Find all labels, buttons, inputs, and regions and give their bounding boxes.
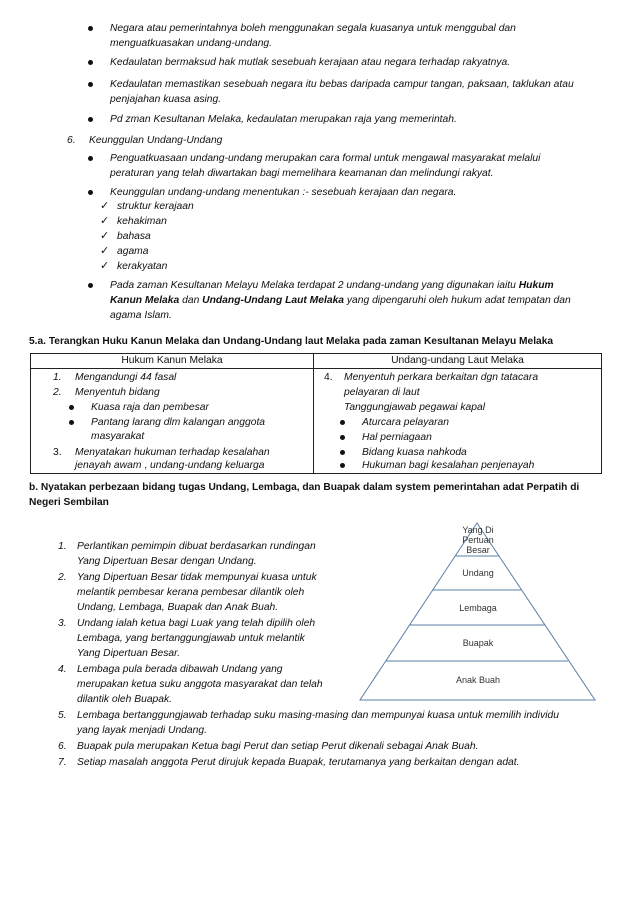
q5b-item5-l2: yang layak menjadi Undang. xyxy=(77,725,207,736)
q5b-item4-l2: merupakan ketua suku anggota masyarakat dan telah xyxy=(77,679,323,690)
col2-bullet-hukuman: Hukuman bagi kesalahan penjenayah xyxy=(362,460,535,471)
pyramid-level-lembaga: Lembaga xyxy=(459,603,497,613)
col2-item4-l2: pelayaran di laut xyxy=(344,387,420,398)
col2-bullet-perniagaan: Hal perniagaan xyxy=(362,432,432,443)
bullet-negara-l1: Negara atau pemerintahnya boleh menggunakan segala kuasanya untuk menggubal dan xyxy=(110,23,516,34)
col2-item4-l1: Menyentuh perkara berkaitan dgn tatacara xyxy=(344,372,539,383)
col1-cell xyxy=(31,369,314,474)
pyramid-level-buapak: Buapak xyxy=(462,638,494,648)
item-number: 7. xyxy=(58,757,67,768)
q5b-item1-l1: Perlantikan pemimpin dibuat berdasarkan rundingan xyxy=(77,541,316,552)
col2-item4-l3: Tanggungjawab pegawai kapal xyxy=(344,402,486,413)
col2-bullet-nahkoda: Bidang kuasa nahkoda xyxy=(362,447,467,458)
item-number: 5. xyxy=(58,710,67,721)
q5b-item3-l3: Yang Dipertuan Besar. xyxy=(77,648,181,659)
col1-item3-l2: jenayah awam , undang-undang keluarga xyxy=(75,460,265,471)
check-item-kehakiman: kehakiman xyxy=(117,216,167,227)
item-number: 3. xyxy=(58,618,67,629)
bullet-kesultanan-melaka: Pd zman Kesultanan Melaka, kedaulatan merupakan raja yang memerintah. xyxy=(110,114,457,125)
num-3: 3. xyxy=(53,447,62,458)
num-4: 4. xyxy=(324,372,333,383)
check-icon: ✓ xyxy=(100,260,110,272)
item-number: 6. xyxy=(58,741,67,752)
num-2: 2. xyxy=(53,387,62,398)
item-number: 4. xyxy=(58,664,67,675)
q5b-heading-l2: Negeri Sembilan xyxy=(29,497,109,508)
bullet-negara-l2: menguatkuasakan undang-undang. xyxy=(110,38,273,49)
q5b-item7: Setiap masalah anggota Perut dirujuk kepada Buapak, terutamanya yang berkaitan dengan adat. xyxy=(77,757,520,768)
bullet-kedaulatan-bebas-l1: Kedaulatan memastikan sesebuah negara itu bebas daripada campur tangan, paksaan, taklukan atau xyxy=(110,79,574,90)
section6-bullet3-l1: Pada zaman Kesultanan Melayu Melaka terdapat 2 undang-undang yang digunakan iaitu Hukum xyxy=(110,280,554,291)
check-icon: ✓ xyxy=(100,230,110,242)
col2-cell xyxy=(314,369,602,474)
hukum-kanun-table xyxy=(30,353,602,474)
q5b-item2-l3: Undang, Lembaga, Buapak dan Anak Buah. xyxy=(77,602,279,613)
pyramid-top-l2: Pertuan xyxy=(462,535,494,545)
check-item-bahasa: bahasa xyxy=(117,231,151,242)
q5b-item6: Buapak pula merupakan Ketua bagi Perut dan setiap Perut dikenali sebagai Anak Buah. xyxy=(77,741,479,752)
bullet-kedaulatan-bebas-l2: penjajahan kuasa asing. xyxy=(110,94,222,105)
col1-bullet-kuasa-raja: Kuasa raja dan pembesar xyxy=(91,402,209,413)
check-item-agama: agama xyxy=(117,246,149,257)
check-item-kerakyatan: kerakyatan xyxy=(117,261,168,272)
q5b-item3-l2: Lembaga, yang bertanggungjawab untuk melantik xyxy=(77,633,305,644)
section6-bullet1-l2: peraturan yang telah diwartakan bagi memelihara keamanan dan melindungi rakyat. xyxy=(110,168,494,179)
adat-perpatih-pyramid xyxy=(355,520,600,710)
q5b-item4-l3: dilantik oleh Buapak. xyxy=(77,694,173,705)
num-1: 1. xyxy=(53,372,62,383)
pyramid-level-anak-buah: Anak Buah xyxy=(455,675,501,685)
q5b-item4-l1: Lembaga pula berada dibawah Undang yang xyxy=(77,664,283,675)
col2-header: Undang-undang Laut Melaka xyxy=(314,354,602,369)
section6-number: 6. xyxy=(67,135,76,146)
q5b-item2-l1: Yang Dipertuan Besar tidak mempunyai kuasa untuk xyxy=(77,572,317,583)
check-icon: ✓ xyxy=(100,200,110,212)
section6-bullet1-l1: Penguatkuasaan undang-undang merupakan cara formal untuk mengawal masyarakat melalui xyxy=(110,153,541,164)
col2-bullet-aturcara: Aturcara pelayaran xyxy=(362,417,450,428)
item-number: 1. xyxy=(58,541,67,552)
check-icon: ✓ xyxy=(100,215,110,227)
section6-bullet2: Keunggulan undang-undang menentukan :- sesebuah kerajaan dan negara. xyxy=(110,187,457,198)
pyramid-top-l3: Besar xyxy=(466,545,490,555)
pyramid-level-undang: Undang xyxy=(462,568,494,578)
q5b-item3-l1: Undang ialah ketua bagi Luak yang telah dipilih oleh xyxy=(77,618,316,629)
col1-bullet-pantang-l1: Pantang larang dlm kalangan anggota xyxy=(91,417,266,428)
col1-header: Hukum Kanun Melaka xyxy=(31,354,314,369)
pyramid-top-l1: Yang Di xyxy=(462,525,494,535)
col1-item2: Menyentuh bidang xyxy=(75,387,160,398)
col1-item3-l1: Menyatakan hukuman terhadap kesalahan xyxy=(75,447,270,458)
col1-item1: Mengandungi 44 fasal xyxy=(75,372,177,383)
col1-bullet-pantang-l2: masyarakat xyxy=(91,431,145,442)
section6-bullet3-l3: agama Islam. xyxy=(110,310,172,321)
q5b-item5-l1: Lembaga bertanggungjawab terhadap suku masing-masing dan mempunyai kuasa untuk memilih individu xyxy=(77,710,559,721)
q5b-item2-l2: melantik pembesar kerana pembesar dilantik oleh xyxy=(77,587,305,598)
section6-title: Keunggulan Undang-Undang xyxy=(89,135,223,146)
section6-bullet3-l2: Kanun Melaka dan Undang-Undang Laut Melaka yang dipengaruhi oleh hukum adat tempatan dan xyxy=(110,295,571,306)
bullet-kedaulatan-hak: Kedaulatan bermaksud hak mutlak sesebuah kerajaan atau negara terhadap rakyatnya. xyxy=(110,57,511,68)
q5a-heading: 5.a. Terangkan Huku Kanun Melaka dan Undang-Undang laut Melaka pada zaman Kesultanan Melayu Melaka xyxy=(29,336,554,347)
q5b-heading-l1: b. Nyatakan perbezaan bidang tugas Undang, Lembaga, dan Buapak dalam system pemerintahan adat Perpatih di xyxy=(29,482,580,493)
check-icon: ✓ xyxy=(100,245,110,257)
item-number: 2. xyxy=(58,572,67,583)
q5b-item1-l2: Yang Dipertuan Besar dengan Undang. xyxy=(77,556,257,567)
check-item-struktur: struktur kerajaan xyxy=(117,201,194,212)
